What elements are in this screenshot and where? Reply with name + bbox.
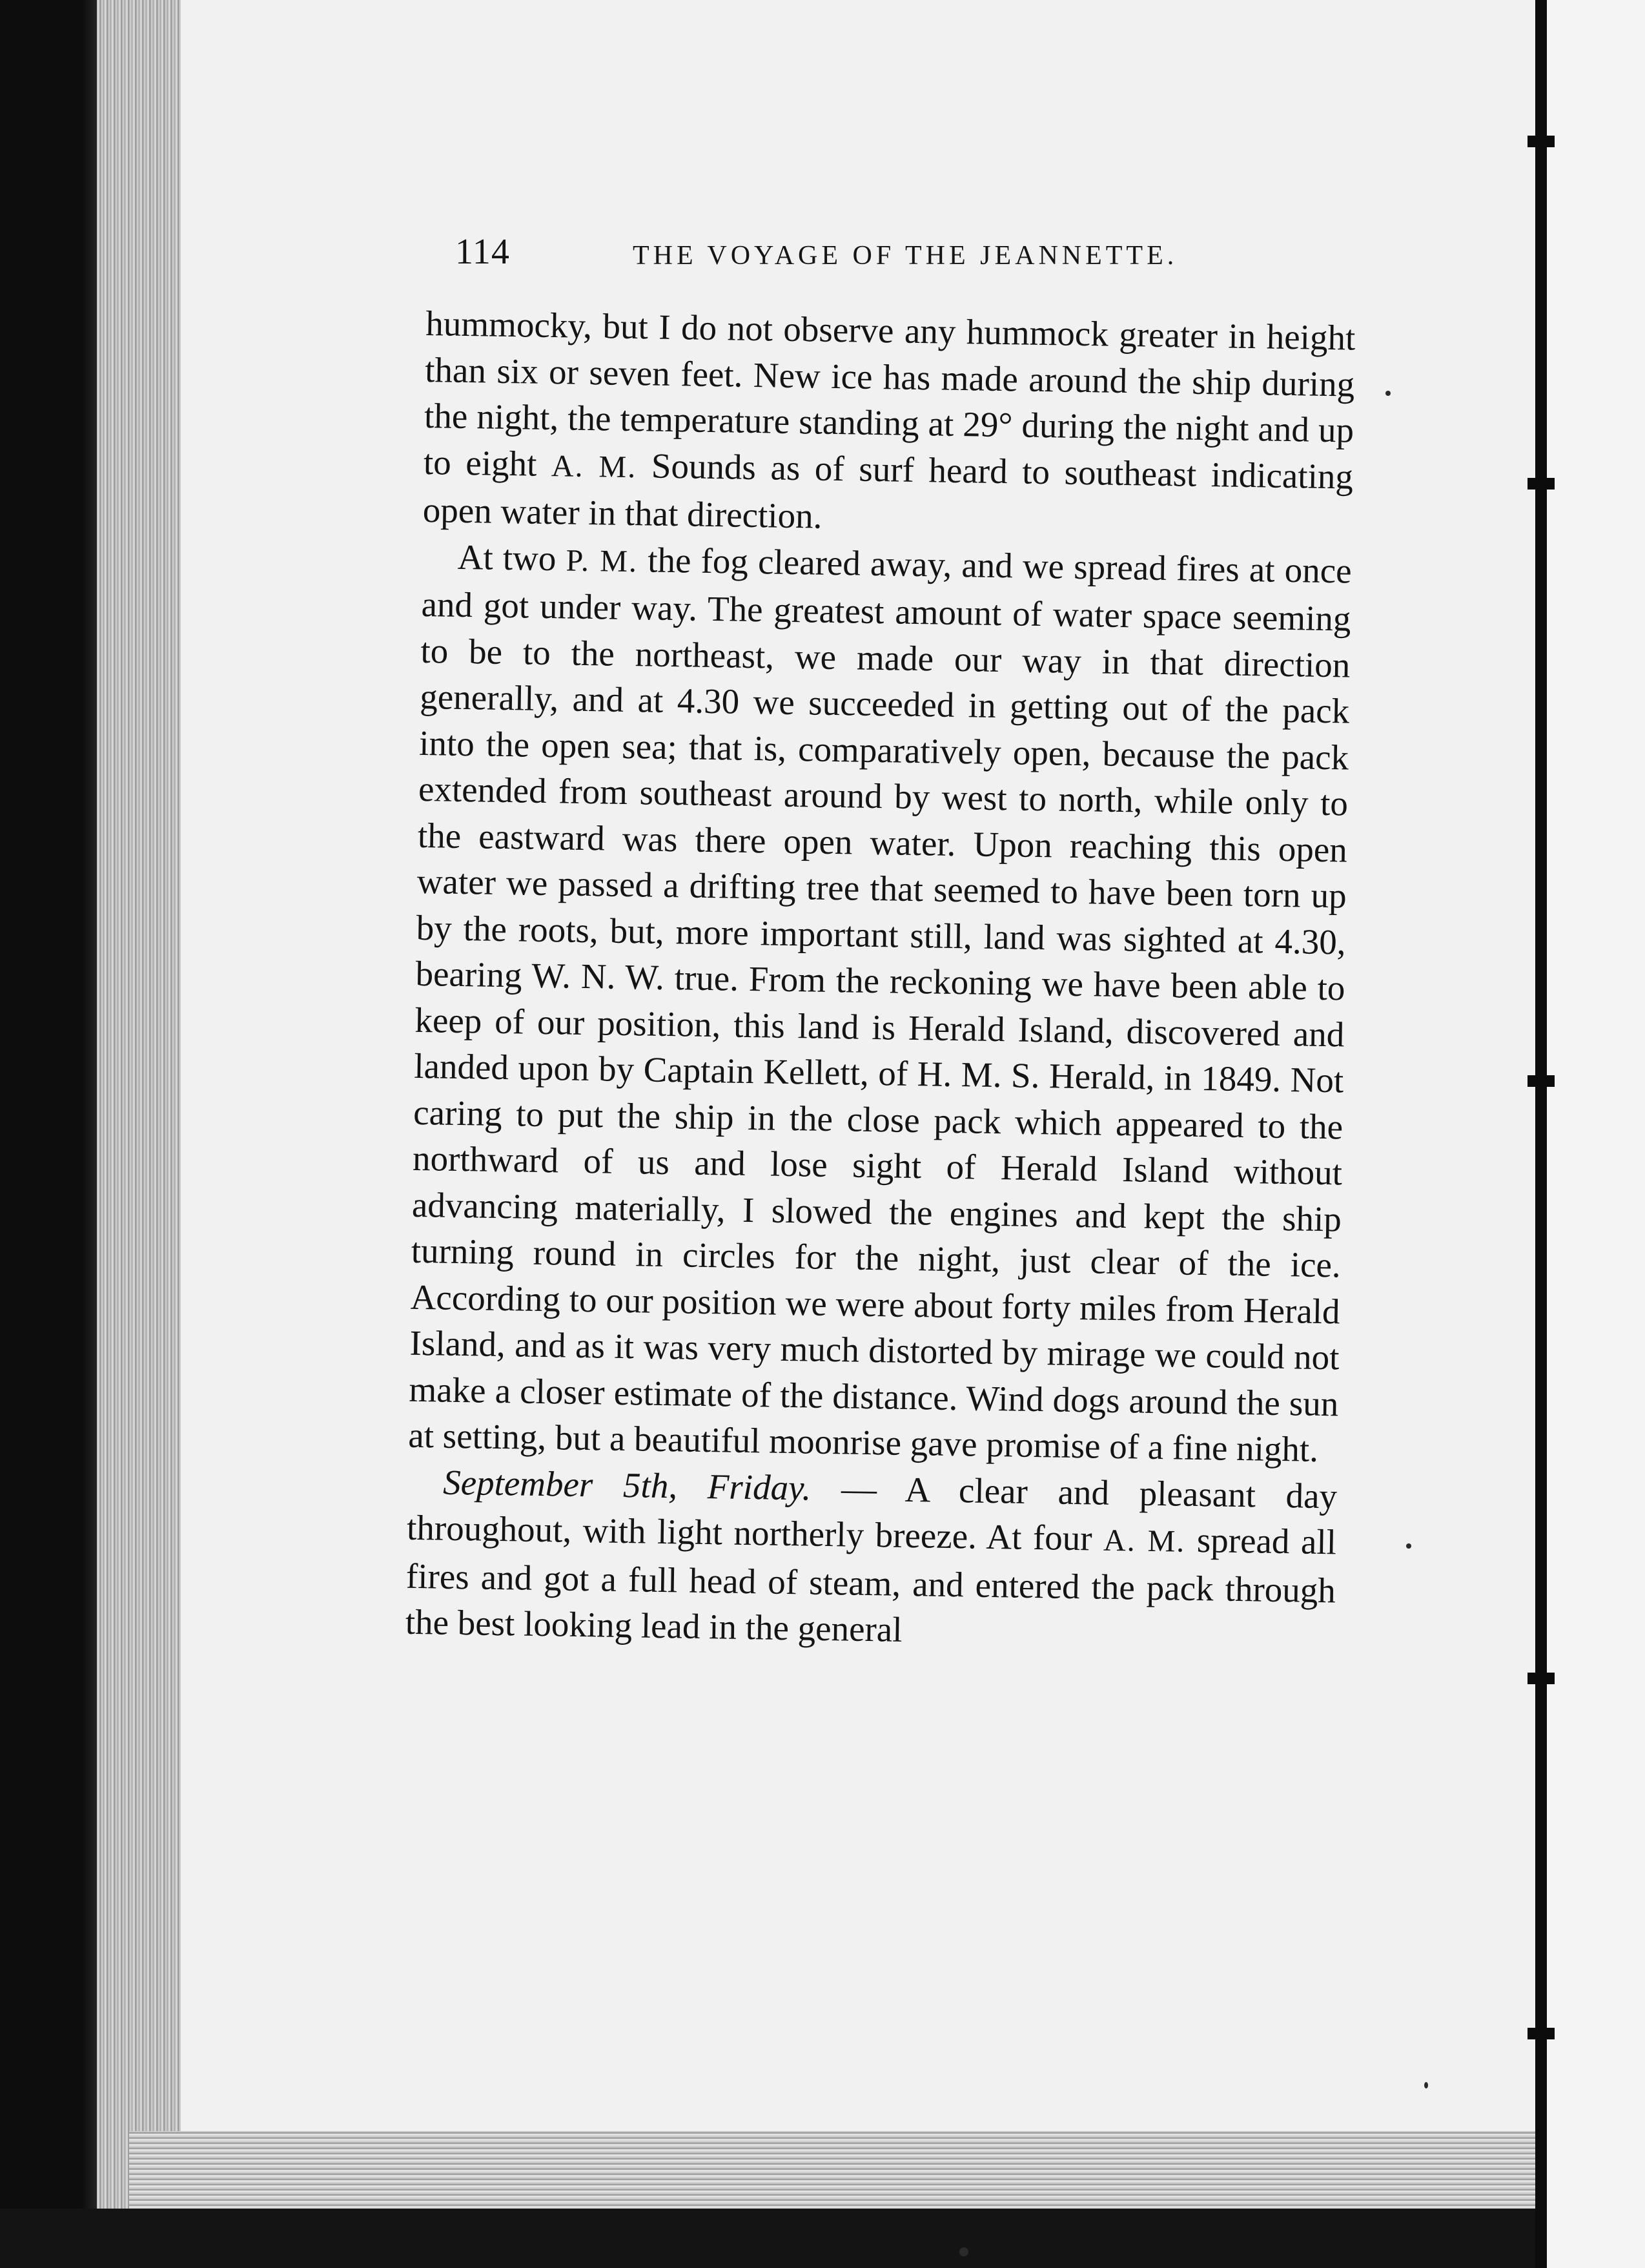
journal-date: September 5th, Friday. — [442, 1462, 812, 1508]
paragraph-text: At two — [457, 537, 567, 578]
time-abbreviation: A. M. — [1103, 1523, 1186, 1559]
dust-speck — [959, 2247, 968, 2256]
paragraph — [408, 533, 1352, 1472]
paragraph-text: spread all fires and got a full head of steam, and entered the pack through the best looking lead in the general — [405, 1520, 1337, 1649]
binding-rule — [1535, 0, 1547, 2268]
paragraph-text: Sounds as of surf heard to southeast indicating open water in that direction. — [422, 445, 1354, 536]
scan-background — [0, 2209, 1645, 2268]
page-bottom-edges — [129, 2131, 1620, 2209]
binding-notch — [1528, 1673, 1555, 1684]
page-number: 114 — [455, 232, 510, 272]
time-abbreviation: P. M. — [566, 542, 639, 579]
page-header — [455, 226, 1217, 278]
paragraph-text: — A clear and pleasant day throughout, with light northerly breeze. At four — [406, 1468, 1338, 1558]
facing-page-edge — [1547, 0, 1645, 2268]
body-text — [405, 300, 1356, 1660]
time-abbreviation: A. M. — [551, 448, 637, 484]
paragraph — [405, 1458, 1337, 1660]
page-edges — [97, 0, 187, 2268]
paragraph — [422, 300, 1355, 548]
running-head: THE VOYAGE OF THE JEANNETTE. — [633, 241, 1178, 271]
dust-speck — [1385, 391, 1391, 396]
dust-speck — [1406, 1543, 1411, 1549]
binding-notch — [1528, 136, 1555, 147]
paragraph-text: the fog cleared away, and we spread fires at once and got under way. The greatest amount of water space seeming to be to the northeast, we made our way in that direction generally, and at 4.30 we succeeded in getting out of the pack into the open sea; that is, comparatively open, because the pack extended from southeast around by west to north, while only to the eastward was there open water. Upon reaching this open water we passed a drifting tree that seemed to have been torn up by the roots, but, more important still, land was sighted at 4.30, bearing W. N. W. true. From the reckoning we have been able to keep of our position, this land is Herald Island, discovered and landed upon by Captain Kellett, of H. M. S. Herald, in 1849. Not caring to put the ship in the close pack which appeared to the northward of us and lose sight of Herald Island without advancing materially, I slowed the engines and kept the ship turning round in circles for the night, just clear of the ice. According to our position we were about forty miles from Herald Island, and as it was very much distorted by mirage we could not make a closer estimate of the distance. Wind dogs around the sun at setting, but a beautiful moonrise gave promise of a fine night. — [407, 539, 1353, 1469]
binding-notch — [1528, 2028, 1555, 2039]
dust-speck — [1424, 2082, 1428, 2088]
binding-notch — [1528, 1075, 1555, 1087]
binding-notch — [1528, 478, 1555, 490]
paragraph-text: hummocky, but I do not observe any hummock greater in height than six or seven feet. New ice has made around the ship during the night, the temperature standing at 29° during the night and up to eight — [423, 303, 1356, 484]
